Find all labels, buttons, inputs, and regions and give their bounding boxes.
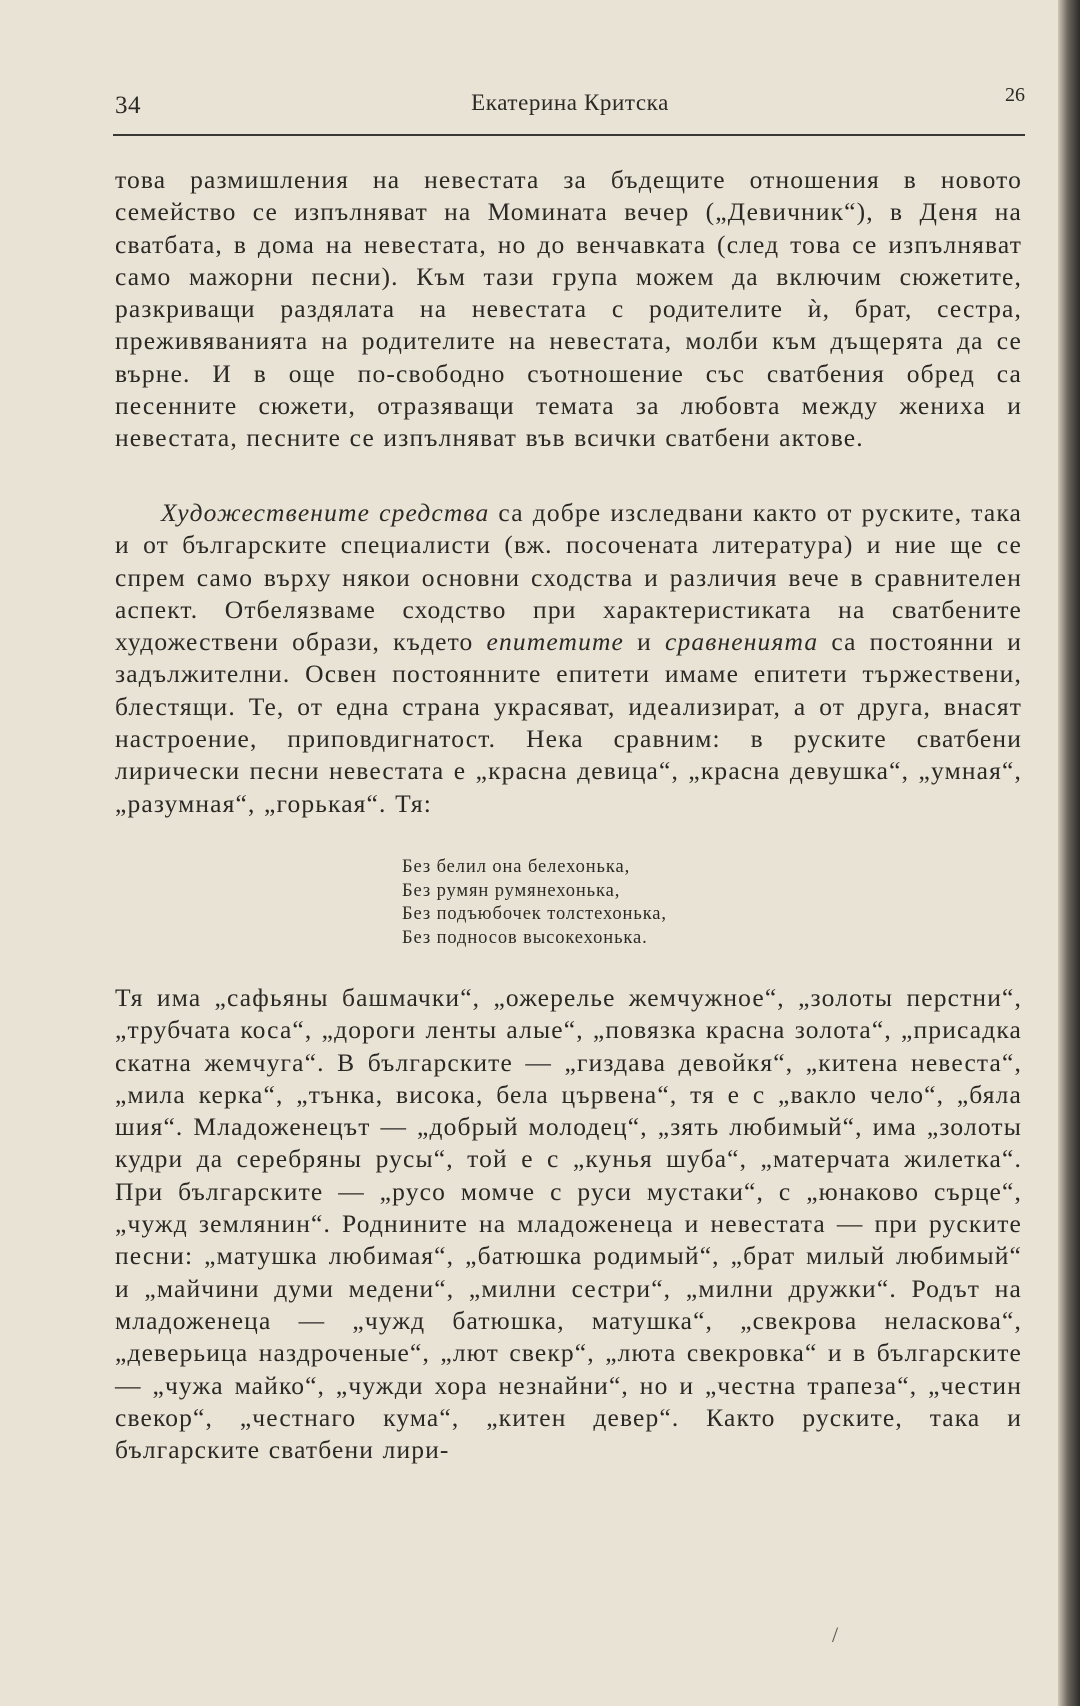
paragraph-2 — [115, 497, 1022, 820]
poem-line: Без подъюбочек толстехонька, — [402, 904, 667, 924]
poem-line: Без подносов высокехонька. — [402, 927, 648, 948]
page-header — [115, 80, 1025, 124]
emphasis-comparisons: сравненията — [665, 627, 819, 657]
emphasis-epithets: епитетите — [486, 627, 625, 657]
header-rule — [113, 134, 1025, 136]
stray-pencil-mark: / — [832, 1622, 839, 1647]
book-spine-edge — [1058, 0, 1080, 1706]
paragraph-1: това размишления на невестата за бъдещите отношения в новото семейство се изпълняват на Момината вечер („Девичник“), в Деня на сватбата, в дома на невестата, но до венчавката (след това се изпълняват само мажорни песни). Към тази група можем да включим сюжетите, разкриващи раздялата на невестата с родителите ѝ, брат, сестра, преживяванията на родителите на невестата, молби към дъщерята да се върне. И в още по-свободно съотношение със сватбения обред са песенните сюжети, отразяващи темата за любовта между жениха и невестата, песните се изпълняват във всички сватбени актове. — [115, 165, 1022, 453]
emphasis-artistic-means: Художествените средства — [161, 498, 490, 527]
poem-quote — [402, 856, 667, 950]
running-title: Екатерина Критска — [471, 90, 669, 115]
page-number: 34 — [115, 92, 141, 119]
paragraph-2-text-a: са добре изследвани както от руските, така и от българските специалисти (вж. посочената литература) и ние ще се спрем само върху някои основни сходства и различия вече в сравнителен аспект. Отбелязваме сходство при характеристиката на сватбените художествени образи, където — [115, 498, 1022, 657]
paragraph-2-text-b: и — [624, 627, 665, 657]
paragraph-2-text-c: са постоянни и задължителни. Освен постоянните епитети имаме епитети тържествени, блестящи. Те, от една страна украсяват, идеализират, а от друга, внасят настроение, приповдигнатост. Нека сравним: в руските сватбени лирически песни невестата е „красна девица“, „красна девушка“, „умная“, „разумная“, „горькая“. Тя: — [115, 627, 1022, 818]
poem-line: Без румян румянехонька, — [402, 880, 621, 901]
poem-line: Без белил она белехонька, — [402, 857, 631, 877]
paragraph-3: Тя има „сафьяны башмачки“, „ожерелье жемчужное“, „золоты перстни“, „трубчата коса“, „дороги ленты алые“, „повязка красна золота“, „присадка скатна жемчуга“. В българските — „гиздава девойкя“, „китена невеста“, „мила керка“, „тънка, висока, бела цървена“, тя е с „вакло чело“, „бяла шия“. Младоженецът — „добрый молодец“, „зять любимый“, има „золоты кудри да серебряны русы“, той е с „кунья шуба“, „матерчата жилетка“. При българските — „русо момче с руси мустаки“, с „юнаково сърце“, „чужд землянин“. Роднините на младоженеца и невестата — при руските песни: „матушка любимая“, „батюшка родимый“, „брат милый любимый“ и „майчини думи медени“, „милни сестри“, „милни дружки“. Родът на младоженеца — „чужд батюшка, матушка“, „свекрова неласкова“, „деверьица наздроченые“, „лют свекр“, „люта свекровка“ и в българските — „чужа майко“, „чужди хора незнайни“, но и „честна трапеза“, „честин свекор“, „честнаго кума“, „китен девер“. Както руските, така и българските сватбени лири- — [115, 983, 1022, 1465]
folio-mark: 26 — [1005, 84, 1025, 106]
